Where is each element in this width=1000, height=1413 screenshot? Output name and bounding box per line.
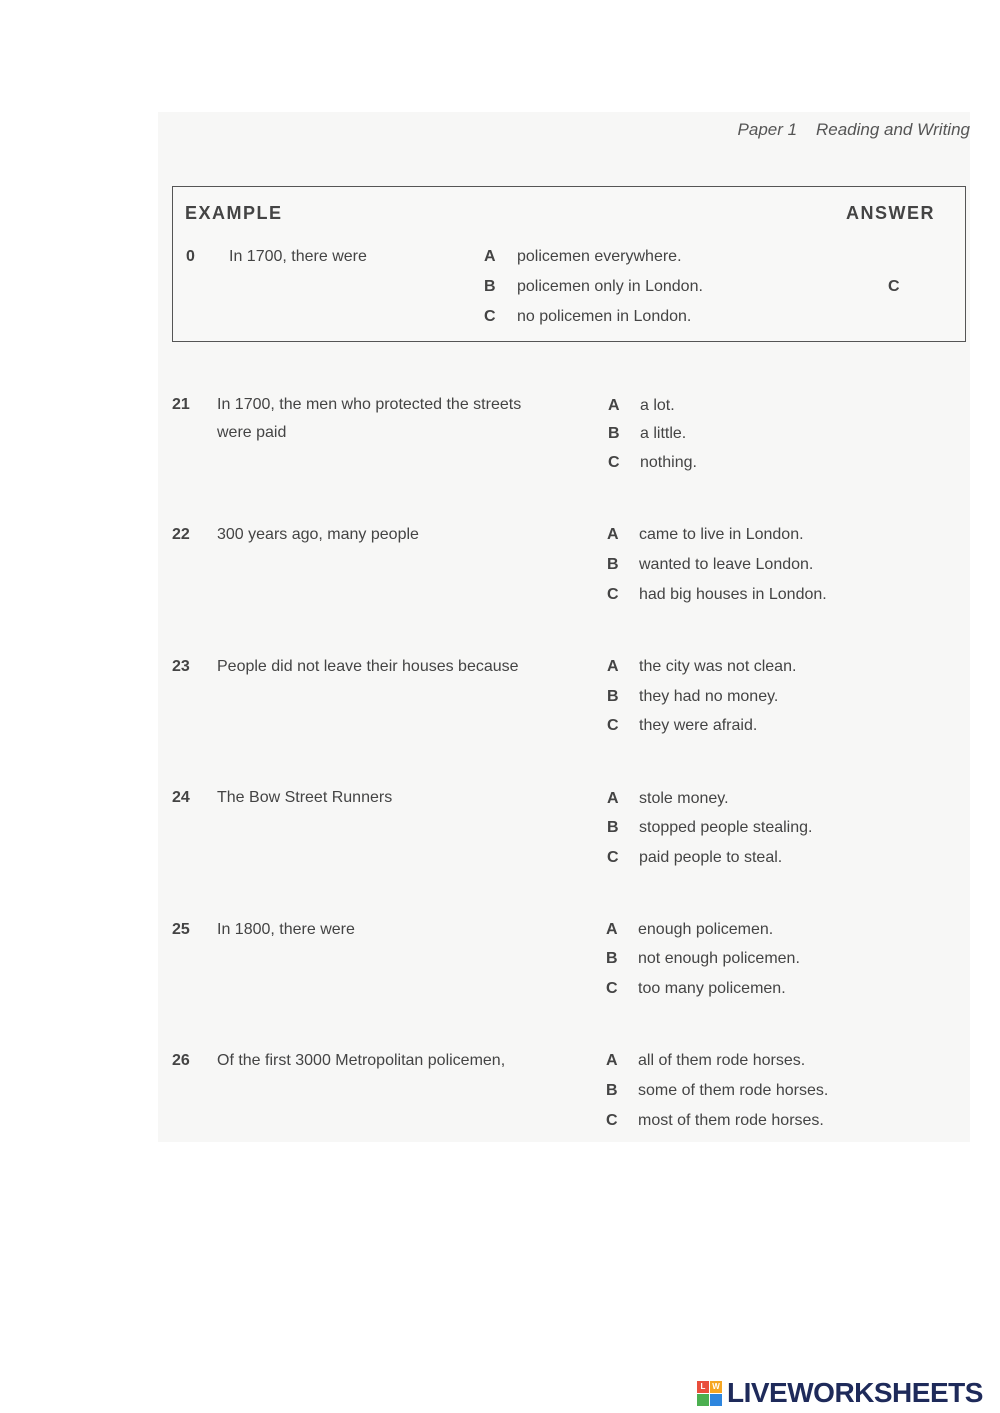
question-number: 22 bbox=[172, 526, 190, 543]
liveworksheets-logo[interactable] bbox=[697, 1377, 997, 1411]
option-letter[interactable]: B bbox=[606, 1082, 618, 1099]
question-number: 23 bbox=[172, 658, 190, 675]
option-text[interactable]: the city was not clean. bbox=[639, 658, 797, 675]
liveworksheets-badge-icon: L W bbox=[697, 1381, 725, 1407]
option-letter[interactable]: B bbox=[607, 688, 619, 705]
option-text[interactable]: not enough policemen. bbox=[638, 950, 800, 967]
page-header: Paper 1 Reading and Writing bbox=[737, 120, 970, 139]
option-letter[interactable]: A bbox=[606, 921, 618, 938]
option-text[interactable]: too many policemen. bbox=[638, 980, 786, 997]
example-option-letter: C bbox=[484, 308, 496, 325]
example-option-letter: B bbox=[484, 278, 496, 295]
option-text[interactable]: some of them rode horses. bbox=[638, 1082, 829, 1099]
option-letter[interactable]: B bbox=[608, 425, 620, 442]
option-text[interactable]: most of them rode horses. bbox=[638, 1112, 824, 1129]
option-text[interactable]: they had no money. bbox=[639, 688, 779, 705]
option-letter[interactable]: A bbox=[607, 790, 619, 807]
option-letter[interactable]: B bbox=[606, 950, 618, 967]
option-letter[interactable]: A bbox=[607, 526, 619, 543]
option-text[interactable]: a lot. bbox=[640, 397, 675, 414]
option-text[interactable]: a little. bbox=[640, 425, 687, 442]
option-text[interactable]: had big houses in London. bbox=[639, 586, 827, 603]
option-letter[interactable]: C bbox=[606, 1112, 618, 1129]
example-option-text: policemen only in London. bbox=[517, 278, 703, 295]
example-stem: In 1700, there were bbox=[229, 248, 367, 265]
option-text[interactable]: paid people to steal. bbox=[639, 849, 783, 866]
question-stem: The Bow Street Runners bbox=[217, 789, 393, 806]
example-title: EXAMPLE bbox=[185, 203, 283, 223]
option-text[interactable]: all of them rode horses. bbox=[638, 1052, 806, 1069]
option-letter[interactable]: A bbox=[608, 397, 620, 414]
question-stem: Of the first 3000 Metropolitan policemen, bbox=[217, 1052, 506, 1069]
option-letter[interactable]: C bbox=[606, 980, 618, 997]
option-letter[interactable]: A bbox=[607, 658, 619, 675]
question-number: 21 bbox=[172, 396, 190, 413]
answer-title: ANSWER bbox=[846, 203, 935, 223]
option-text[interactable]: came to live in London. bbox=[639, 526, 804, 543]
question-number: 24 bbox=[172, 789, 190, 806]
option-letter[interactable]: B bbox=[607, 819, 619, 836]
question-number: 25 bbox=[172, 921, 190, 938]
option-letter[interactable]: C bbox=[607, 586, 619, 603]
option-text[interactable]: stopped people stealing. bbox=[639, 819, 813, 836]
option-letter[interactable]: B bbox=[607, 556, 619, 573]
example-number: 0 bbox=[186, 248, 195, 265]
option-text[interactable]: enough policemen. bbox=[638, 921, 774, 938]
option-letter[interactable]: C bbox=[607, 849, 619, 866]
option-text[interactable]: they were afraid. bbox=[639, 717, 758, 734]
option-text[interactable]: nothing. bbox=[640, 454, 697, 471]
example-answer: C bbox=[888, 278, 900, 295]
example-option-letter: A bbox=[484, 248, 496, 265]
option-letter[interactable]: C bbox=[607, 717, 619, 734]
option-letter[interactable]: A bbox=[606, 1052, 618, 1069]
option-text[interactable]: stole money. bbox=[639, 790, 729, 807]
liveworksheets-text: LIVEWORKSHEETS bbox=[727, 1377, 983, 1408]
option-text[interactable]: wanted to leave London. bbox=[639, 556, 814, 573]
question-stem: 300 years ago, many people bbox=[217, 526, 419, 543]
question-stem: In 1700, the men who protected the streets were paid bbox=[217, 396, 522, 441]
example-option-text: policemen everywhere. bbox=[517, 248, 682, 265]
question-number: 26 bbox=[172, 1052, 190, 1069]
question-stem: People did not leave their houses because bbox=[217, 658, 519, 675]
example-option-text: no policemen in London. bbox=[517, 308, 692, 325]
question-stem: In 1800, there were bbox=[217, 921, 355, 938]
option-letter[interactable]: C bbox=[608, 454, 620, 471]
